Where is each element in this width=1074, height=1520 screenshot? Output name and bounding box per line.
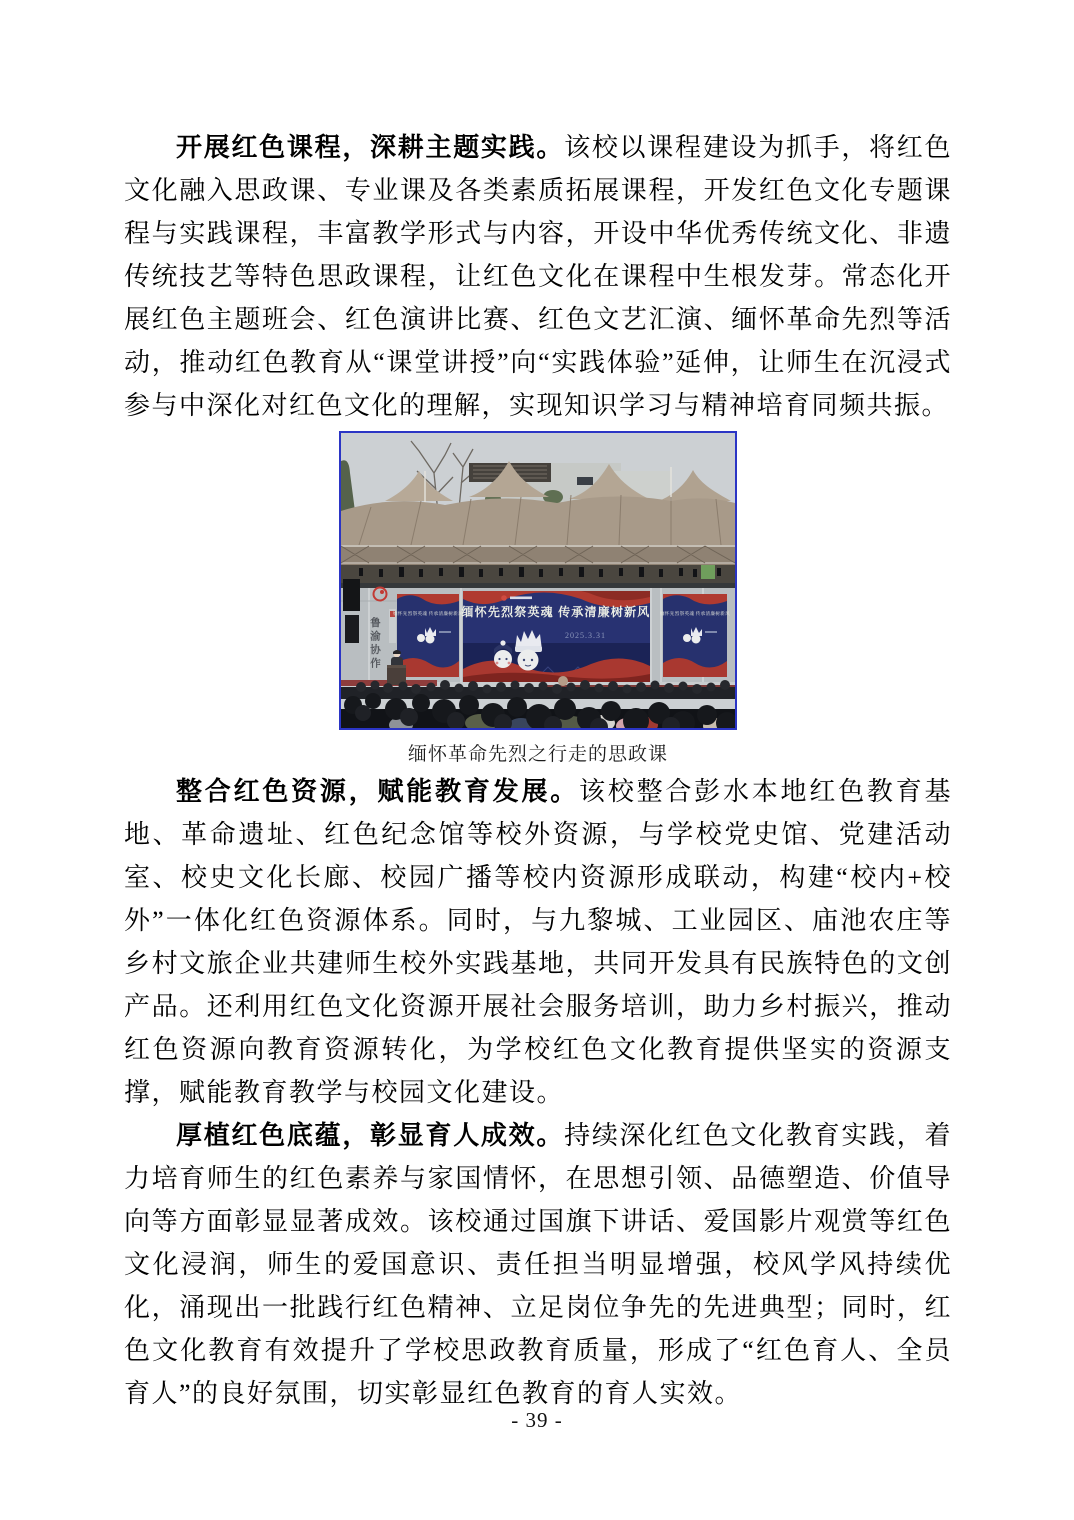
wall-sign-text: 鲁渝协作 xyxy=(369,617,380,671)
led-screen-main xyxy=(461,591,650,682)
svg-text:缅怀先烈祭英魂 传承清廉树新风: 缅怀先烈祭英魂 传承清廉树新风 xyxy=(660,611,730,616)
paragraph-1-lead: 开展红色课程，深耕主题实践。 xyxy=(176,133,565,162)
truss-shadow xyxy=(341,583,735,588)
svg-text:2025.3.31: 2025.3.31 xyxy=(565,631,606,640)
led-screen-left xyxy=(393,594,463,677)
page-number: - 39 - xyxy=(511,1408,563,1432)
paragraph-3-lead: 厚植红色底蕴，彰显育人成效。 xyxy=(176,1121,565,1150)
paragraph-1-body: 该校以课程建设为抓手，将红色文化融入思政课、专业课及各类素质拓展课程，开发红色文化专题课程与实践课程，丰富教学形式与内容，开设中华优秀传统文化、非遗传统技艺等特色思政课程，让红色文化在课程中生根发芽。常态化开展红色主题班会、红色演讲比赛、红色文艺汇演、缅怀革命先烈等活动，推动红色教育从“课堂讲授”向“实践体验”延伸，让师生在沉浸式参与中深化对红色文化的理解，实现知识学习与精神培育同频共振。 xyxy=(124,133,952,420)
event-photo-illustration xyxy=(341,433,735,728)
photo-caption: 缅怀革命先烈之行走的思政课 xyxy=(407,744,668,765)
event-photo xyxy=(339,431,737,730)
svg-text:缅怀先烈祭英魂 传承清廉树新风: 缅怀先烈祭英魂 传承清廉树新风 xyxy=(393,611,463,616)
paragraph-2-body: 该校整合彭水本地红色教育基地、革命遗址、红色纪念馆等校外资源，与学校党史馆、党建活动室、校史文化长廊、校园广播等校内资源形成联动，构建“校内+校外”一体化红色资源体系。同时，与九黎城、工业园区、庙池农庄等乡村文旅企业共建师生校外实践基地，共同开发具有民族特色的文创产品。还利用红色文化资源开展社会服务培训，助力乡村振兴，推动红色资源向教育资源转化，为学校红色文化教育提供坚实的资源支撑，赋能教育教学与校园文化建设。 xyxy=(124,777,952,1107)
stage-truss xyxy=(341,545,735,583)
led-screen-right xyxy=(660,594,730,677)
paragraph-1 xyxy=(124,126,952,427)
event-photo-figure xyxy=(124,431,952,768)
svg-text:缅怀先烈祭英魂 传承清廉树新风: 缅怀先烈祭英魂 传承清廉树新风 xyxy=(461,605,651,619)
paragraph-2-lead: 整合红色资源，赋能教育发展。 xyxy=(176,777,580,806)
paragraph-3 xyxy=(124,1114,952,1415)
document-body xyxy=(124,126,952,1415)
paragraph-3-body: 持续深化红色文化教育实践，着力培育师生的红色素养与家国情怀，在思想引领、品德塑造、价值导向等方面彰显显著成效。该校通过国旗下讲话、爱国影片观赏等红色文化浸润，师生的爱国意识、责任担当明显增强，校风学风持续优化，涌现出一批践行红色精神、立足岗位争先的先进典型；同时，红色文化教育有效提升了学校思政教育质量，形成了“红色育人、全员育人”的良好氛围，切实彰显红色教育的育人实效。 xyxy=(124,1121,952,1408)
paragraph-2 xyxy=(124,770,952,1114)
speaker-stacks xyxy=(343,579,360,643)
